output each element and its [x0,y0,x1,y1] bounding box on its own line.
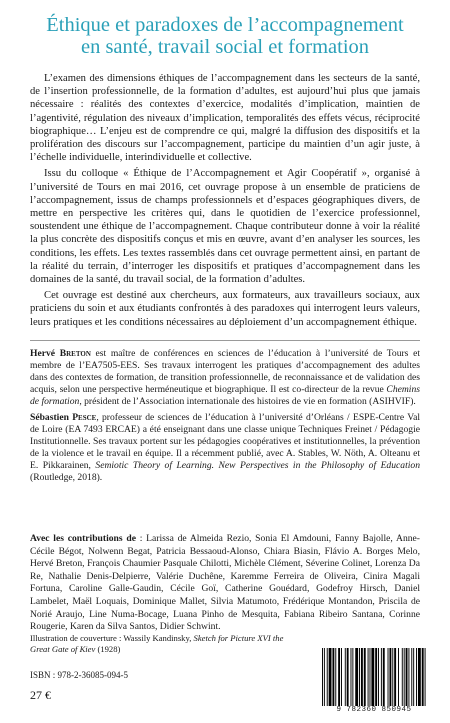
author-bios [30,348,420,488]
isbn: ISBN : 978-2-36085-094-5 [30,670,128,680]
contributors-lead: Avec les contributions de [30,533,136,544]
book-title [20,14,430,58]
intro-paragraph-1: L’examen des dimensions éthiques de l’accompagnement dans les secteurs de la santé, de l’insertion professionnelle, de la formation d’adultes, est aujourd’hui plus que jamais nécessaire : réalités des contextes d’exercice, modalités d’implication, maintien de l’agentivité, régulation des niveaux d’implication, temporalités des effets vécus, réciprocité biographique… L’enjeu est de comprendre ce qui, malgré la diffusion des dispositifs et la prolifération des discours sur l’accompagnement, participe du maintien d’un agir juste, à l’échelle individuelle, interindividuelle et collective. [30,73,420,164]
cover-illustration-credit: Illustration de couverture : Wassily Kandinsky, Sketch for Picture XVI the Great Gate of Kiev (1928) [30,633,284,654]
bio-2-name: Sébastien Pesce [30,412,97,423]
bio-1-journal: Chemins de formation [30,384,420,407]
price: 27 € [30,688,51,702]
contributors-list [30,533,420,634]
bio-herve-breton [30,348,420,408]
intro-paragraph-2: Issu du colloque « Éthique de l’Accompagnement et Agir Coopératif », organisé à l’université de Tours en mai 2016, cet ouvrage propose à un ensemble de praticiens de l’accompagnement, issus de champs professionnels et d’espaces géographiques divers, de mettre en perspective les critères qui, dans le quotidien de l’exercice professionnel, soustendent une éthique de l’accompagnement. Chaque contributeur donne à voir la réalité la plus concrète des dispositifs conçus et mis en œuvre, avant d’en analyser les sources, les conditions, les effets. Les textes rassemblés dans cet ouvrage permettent ainsi, en partant de la réalité du terrain, d’interroger les dispositifs et pratiques d’accompagnement dans les domaines de la santé, du travail social, de la formation d’adultes. [30,168,420,286]
intro-text [30,72,420,332]
title-line-1: Éthique et paradoxes de l’accompagnement [46,14,404,36]
artwork-title: Sketch for Picture XVI the Great Gate of Kiev [30,633,284,654]
bio-1-text: est maître de conférences en sciences de l’éducation à l’université de Tours et membre de l’EA7505-EES. Ses travaux interrogent les pratiques d’accompagnement des adultes dans des contextes de formation, de transition professionnelle, de reconnaissance et de validation des acquis, selon une perspective herméneutique et biographique. Il est co-directeur de la revue [30,348,420,395]
bio-1-text-end: , président de l’Association internationale des histoires de vie en formation (ASIHVIF). [79,396,416,407]
divider [30,340,420,341]
intro-paragraph-3: Cet ouvrage est destiné aux chercheurs, aux formateurs, aux travailleurs sociaux, aux praticiens du soin et aux étudiants confrontés à des paradoxes qui interrogent leurs valeurs, leurs pratiques et les conditions nécessaires au déploiement d’un accompagnement éthique. [30,290,420,328]
bio-2-text: , professeur de sciences de l’éducation à l’université d’Orléans / ESPE-Centre Val de Loire (EA 7493 ERCAE) a été enseignant dans une classe unique Techniques Freinet / Pédagogie Institutionnelle. Ses travaux portent sur les pédagogies coopératives et institutionnelles, la prévention de la violence et le travail en équipe. Il a récemment publié, avec A. Stables, W. Nöth, A. Olteanu et E. Pikkarainen, [30,412,420,471]
bio-sebastien-pesce [30,412,420,484]
barcode-digits: 9 782360 850945 [336,706,412,714]
title-line-2: en santé, travail social et formation [80,36,370,58]
contributors-names: : Larissa de Almeida Rezio, Sonia El Amdouni, Fanny Bajolle, Anne-Cécile Bégot, Nolwenn Begat, Patricia Bessaoud-Alonso, Chiara Biasin, Flávio A. Borges Melo, Hervé Breton, François Chaumier Pasquale Chilotti, Michèle Clément, Séverine Colinet, Lorenza Da Re, Nathalie Denis-Delpierre, Valérie Duchêne, Karemme Ferreira de Oliveira, Cinira Magali Fortuna, Caroline Galle-Gaudin, Cécile Goï, Catherine Gouédard, Godefroy Hirsch, Daniel Lambelet, Maël Loquais, Dominique Mallet, Silvia Matumoto, Frédérique Montandon, Priscila de Norié Araujo, Line Numa-Bocage, Luana Pinho de Mesquita, Fabiana Ribeiro Santana, Corinne Rougerie, Karen da Silva Santos, Didier Schwint. [30,533,420,633]
bio-2-text-end: (Routledge, 2018). [30,472,103,483]
bio-2-book: Semiotic Theory of Learning. New Perspectives in the Philosophy of Education [95,460,420,471]
barcode-icon [320,648,428,710]
bio-1-name: Hervé Breton [30,348,91,359]
